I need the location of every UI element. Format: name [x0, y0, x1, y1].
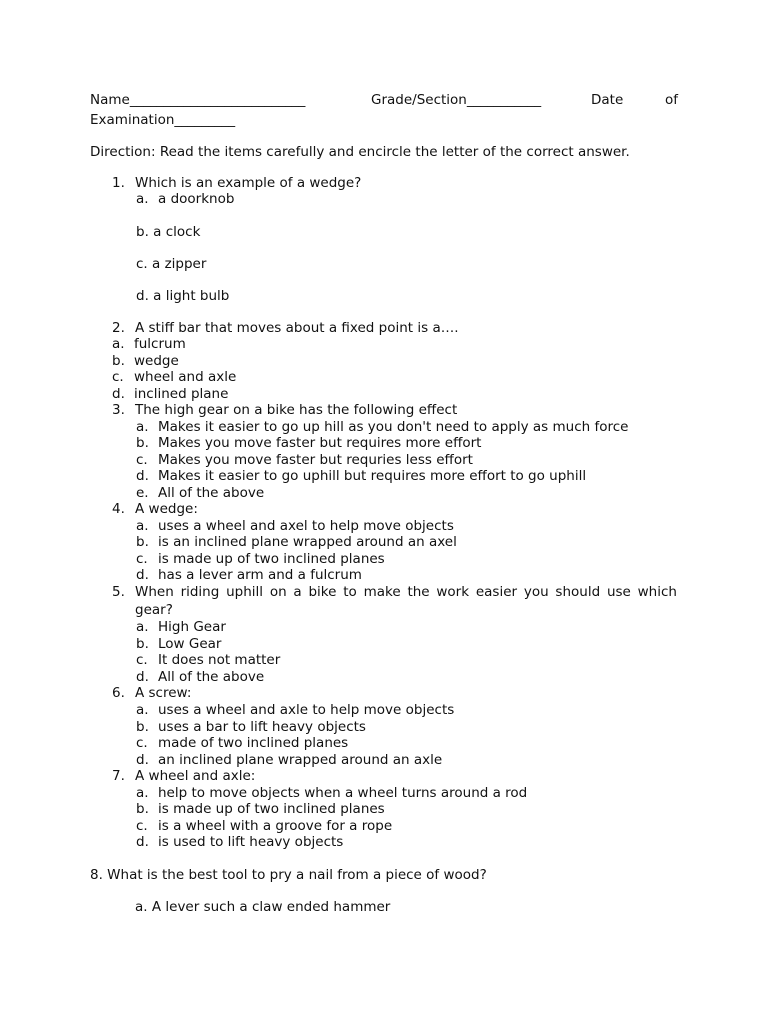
q3-option-a: [136, 421, 628, 435]
q5-word: should: [555, 584, 601, 600]
option-text: Makes it easier to go up hill as you don't need to apply as much force: [158, 419, 629, 435]
q4-option-a: [136, 520, 454, 534]
q1-option-c: c. a zipper: [136, 256, 207, 272]
option-text: is an inclined plane wrapped around an axel: [158, 534, 457, 550]
option-text: wheel and axle: [134, 369, 237, 385]
q8-option-a: a. A lever such a claw ended hammer: [135, 899, 391, 915]
option-text: wedge: [134, 353, 179, 369]
q1-option-b: b. a clock: [136, 224, 201, 240]
q1-option-a: [136, 193, 234, 207]
q2-option-c: [112, 371, 236, 385]
option-text: All of the above: [158, 669, 265, 685]
option-letter: a.: [136, 619, 149, 635]
q3-option-e: [136, 487, 264, 501]
q7-option-d: [136, 836, 343, 850]
q6-number: 6.: [112, 685, 125, 701]
option-text: All of the above: [158, 485, 265, 501]
q4-number: 4.: [112, 501, 125, 517]
option-letter: b.: [136, 636, 149, 652]
q3-text: The high gear on a bike has the following effect: [135, 402, 458, 418]
q4-option-b: [136, 536, 457, 550]
option-letter: d.: [136, 567, 149, 583]
direction-text: Direction: Read the items carefully and encircle the letter of the correct answer.: [90, 144, 630, 160]
option-letter: a.: [136, 785, 149, 801]
option-letter: d.: [112, 386, 125, 402]
q1-number: 1.: [112, 175, 125, 191]
q6-option-c: [136, 737, 348, 751]
q1-text: Which is an example of a wedge?: [135, 175, 362, 191]
q5-word: work: [436, 584, 470, 600]
option-letter: c.: [136, 551, 148, 567]
option-text: help to move objects when a wheel turns around a rod: [158, 785, 528, 801]
option-letter: d.: [136, 752, 149, 768]
option-letter: d.: [136, 669, 149, 685]
q3-number: 3.: [112, 402, 125, 418]
q5-word: uphill: [226, 584, 264, 600]
q5-option-d: [136, 671, 264, 685]
option-letter: c.: [136, 452, 148, 468]
option-text: uses a bar to lift heavy objects: [158, 719, 366, 735]
option-text: is made up of two inclined planes: [158, 551, 385, 567]
option-text: fulcrum: [134, 336, 186, 352]
option-text: is made up of two inclined planes: [158, 801, 385, 817]
date-of-label: of: [665, 92, 679, 108]
option-text: made of two inclined planes: [158, 735, 349, 751]
q6-option-d: [136, 754, 442, 768]
q6-option-a: [136, 704, 454, 718]
option-letter: a.: [136, 518, 149, 534]
option-letter: b.: [136, 719, 149, 735]
q4-text: A wedge:: [135, 501, 198, 517]
option-text: a doorknob: [158, 191, 235, 207]
option-text: inclined plane: [134, 386, 229, 402]
q7-option-c: [136, 820, 392, 834]
q5-word: a: [293, 584, 302, 600]
q7-number: 7.: [112, 768, 125, 784]
q5-option-c: [136, 654, 280, 668]
q5-word: which: [637, 584, 677, 600]
option-letter: a.: [136, 419, 149, 435]
q5-word: easier: [475, 584, 518, 600]
q8-text: 8. What is the best tool to pry a nail from a piece of wood?: [90, 867, 487, 883]
q4-option-d: [136, 569, 362, 583]
q5-text-line1: [135, 586, 677, 600]
option-letter: d.: [136, 468, 149, 484]
q2-option-d: [112, 388, 228, 402]
option-text: uses a wheel and axle to help move objects: [158, 702, 455, 718]
option-letter: b.: [136, 435, 149, 451]
q5-word: bike: [308, 584, 337, 600]
q2-number: 2.: [112, 320, 125, 336]
date-label: Date: [591, 92, 624, 108]
q6-option-b: [136, 721, 366, 735]
q2-option-a: [112, 338, 186, 352]
name-field: Name__________________________: [90, 92, 306, 108]
q5-number: 5.: [112, 584, 125, 600]
q2-text: A stiff bar that moves about a fixed point is a….: [135, 320, 459, 336]
examination-field: Examination_________: [90, 112, 236, 128]
option-letter: c.: [136, 652, 148, 668]
option-letter: c.: [136, 735, 148, 751]
option-text: has a lever arm and a fulcrum: [158, 567, 362, 583]
q5-word: you: [523, 584, 549, 600]
q5-option-a: [136, 621, 226, 635]
option-text: uses a wheel and axel to help move objects: [158, 518, 454, 534]
grade-section-field: Grade/Section___________: [371, 92, 542, 108]
q7-text: A wheel and axle:: [135, 768, 256, 784]
q5-text-line2: gear?: [135, 602, 173, 618]
option-letter: a.: [136, 191, 149, 207]
option-text: Makes it easier to go uphill but requires more effort to go uphill: [158, 468, 587, 484]
option-letter: b.: [112, 353, 125, 369]
option-letter: a.: [136, 702, 149, 718]
q5-word: riding: [180, 584, 220, 600]
q3-option-c: [136, 454, 473, 468]
option-letter: b.: [136, 801, 149, 817]
option-text: Low Gear: [158, 636, 222, 652]
q7-option-b: [136, 803, 385, 817]
option-letter: b.: [136, 534, 149, 550]
option-letter: c.: [136, 818, 148, 834]
option-text: Makes you move faster but requries less effort: [158, 452, 473, 468]
q5-word: the: [407, 584, 430, 600]
option-text: is a wheel with a groove for a rope: [158, 818, 393, 834]
q2-option-b: [112, 355, 179, 369]
q5-word: When: [135, 584, 174, 600]
q3-option-d: [136, 470, 586, 484]
option-text: High Gear: [158, 619, 226, 635]
q4-option-c: [136, 553, 385, 567]
option-text: is used to lift heavy objects: [158, 834, 344, 850]
q5-option-b: [136, 638, 221, 652]
q6-text: A screw:: [135, 685, 192, 701]
q1-option-d: d. a light bulb: [136, 288, 230, 304]
q5-word: on: [269, 584, 287, 600]
q5-word: use: [606, 584, 631, 600]
option-letter: e.: [136, 485, 149, 501]
option-text: It does not matter: [158, 652, 281, 668]
q5-word: to: [343, 584, 357, 600]
q3-option-b: [136, 437, 481, 451]
option-letter: c.: [112, 369, 124, 385]
q5-word: make: [363, 584, 401, 600]
option-letter: d.: [136, 834, 149, 850]
option-text: Makes you move faster but requires more effort: [158, 435, 482, 451]
option-letter: a.: [112, 336, 125, 352]
q7-option-a: [136, 787, 527, 801]
option-text: an inclined plane wrapped around an axle: [158, 752, 443, 768]
